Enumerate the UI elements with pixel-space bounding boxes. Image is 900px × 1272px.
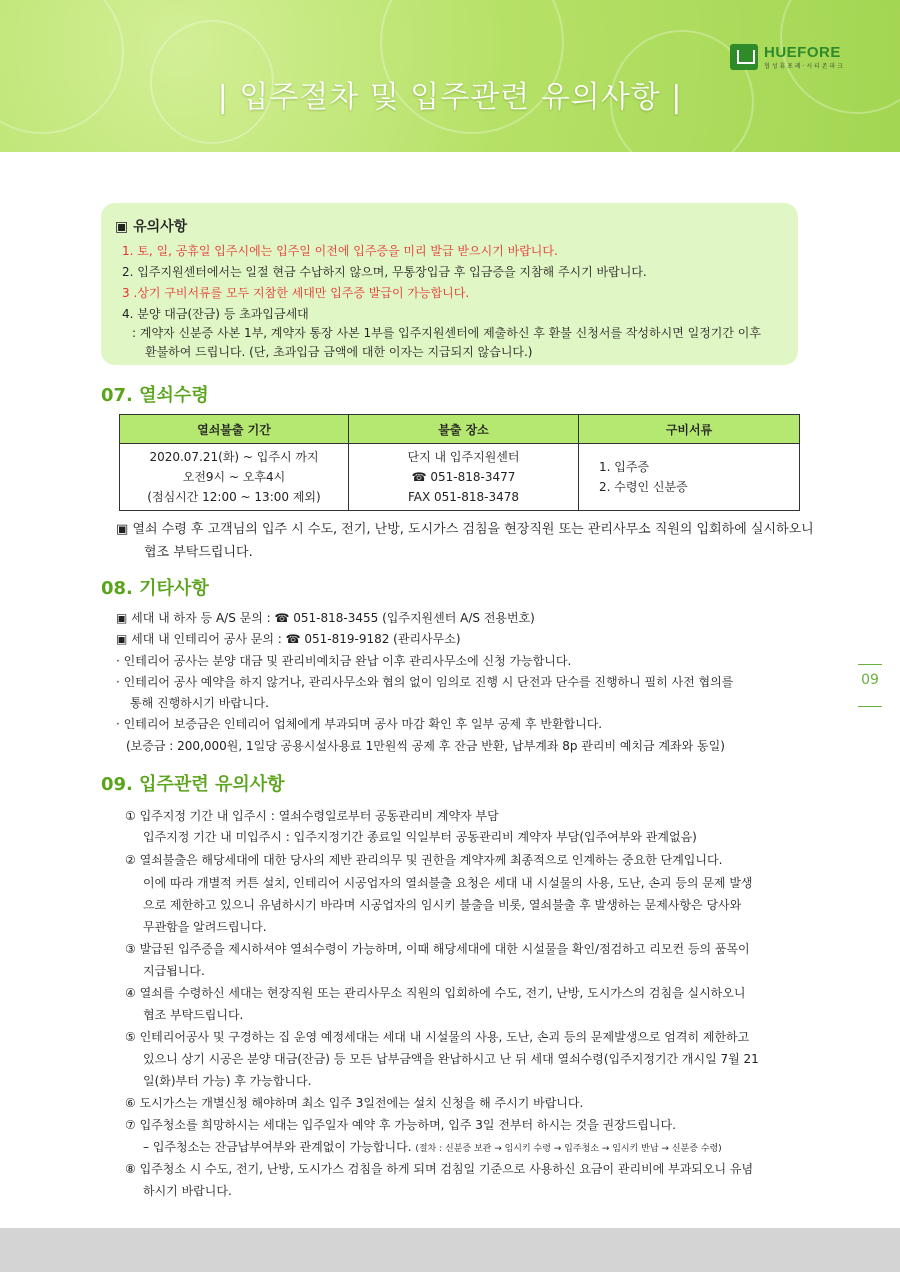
caution-line: 이에 따라 개별적 커튼 설치, 인테리어 시공업자의 열쇠불출 요청은 세대 내 시설물의 사용, 도난, 손괴 등의 문제 발생 (143, 876, 753, 890)
caution-line: 으로 제한하고 있으니 유념하시기 바라며 시공업자의 임시키 불출을 비롯, 열쇠불출 후 발생하는 문제사항은 당사와 (143, 898, 742, 912)
caution-line: 하시기 바랍니다. (143, 1184, 232, 1198)
page-title: | 입주절차 및 입주관련 유의사항 | (217, 80, 683, 115)
notice-line: : 계약자 신분증 사본 1부, 계약자 통장 사본 1부를 입주지원센터에 제출하신 후 환불 신청서를 작성하시면 일정기간 이후 (132, 326, 761, 340)
period-line: 2020.07.21(화) ~ 입주시 까지 (149, 450, 319, 464)
period-line: 오전9시 ~ 오후4시 (182, 470, 286, 484)
caution-line: ① 입주지정 기간 내 입주시 : 열쇠수령일로부터 공동관리비 계약자 부담 (125, 809, 499, 823)
key-note-line: 협조 부탁드립니다. (144, 545, 253, 560)
caution-line: 입주지정 기간 내 미입주시 : 입주지정기간 종료일 익일부터 공동관리비 계약자 부담(입주여부와 관계없음) (143, 830, 697, 844)
logo-subtext: 협 성 휴 포 레 · 시 티 존 파 크 (764, 63, 843, 70)
doc-line: 1. 입주증 (599, 460, 650, 474)
etc-line: 통해 진행하시기 바랍니다. (130, 696, 269, 710)
caution-line: 있으니 상기 시공은 분양 대금(잔금) 등 모든 납부금액을 완납하시고 난 뒤 세대 열쇠수령(입주지정기간 개시일 7월 21 (143, 1052, 759, 1066)
logo-text: HUEFORE (764, 44, 841, 61)
caution-line: ③ 발급된 입주증을 제시하셔야 열쇠수령이 가능하며, 이때 해당세대에 대한 시설물을 확인/점검하고 리모컨 등의 품목이 (125, 942, 750, 956)
caution-text: – 입주청소는 잔금납부여부와 관계없이 가능합니다. (143, 1140, 412, 1154)
table-cell-place (349, 444, 579, 511)
caution-line: ⑧ 입주청소 시 수도, 전기, 난방, 도시가스 검침을 하게 되며 검침일 기준으로 사용하신 요금이 관리비에 부과되오니 유념 (125, 1162, 754, 1176)
cleaning-procedure: (절차 : 신분증 보관 → 임시키 수령 → 입주청소 → 임시키 반납 → 신분증 수령) (415, 1144, 722, 1154)
caution-line: 무관함을 알려드립니다. (143, 920, 267, 934)
caution-line: 협조 부탁드립니다. (143, 1008, 244, 1022)
notice-line: 4. 분양 대금(잔금) 등 초과입금세대 (122, 307, 309, 321)
table-cell-docs (579, 444, 800, 511)
etc-line: ▣ 세대 내 인테리어 공사 문의 : ☎ 051-819-9182 (관리사무소) (116, 632, 461, 646)
huefore-logo (730, 44, 854, 74)
table-header: 불출 장소 (349, 415, 579, 444)
footer-band (0, 1228, 900, 1272)
caution-line: 지급됩니다. (143, 964, 205, 978)
place-fax: FAX 051-818-3478 (407, 490, 520, 504)
table-cell-period (120, 444, 349, 511)
section-07-title: 07. 열쇠수령 (101, 385, 209, 406)
caution-line: ⑥ 도시가스는 개별신청 해야하며 최소 입주 3일전에는 설치 신청을 해 주시기 바랍니다. (125, 1096, 584, 1110)
place-line: 단지 내 입주지원센터 (407, 450, 520, 464)
etc-line: (보증금 : 200,000원, 1일당 공용시설사용료 1만원씩 공제 후 잔금 반환, 납부계좌 8p 관리비 예치금 계좌와 동일) (126, 739, 725, 753)
key-note-line: ▣ 열쇠 수령 후 고객님의 입주 시 수도, 전기, 난방, 도시가스 검침을 현장직원 또는 관리사무소 직원의 입회하에 실시하오니 (116, 522, 814, 537)
period-line: (점심시간 12:00 ~ 13:00 제외) (147, 490, 321, 504)
logo-mark-icon (730, 44, 758, 70)
notice-line: 환불하여 드립니다. (단, 초과입금 금액에 대한 이자는 지급되지 않습니다.) (145, 345, 533, 359)
table-header: 열쇠불출 기간 (120, 415, 349, 444)
notice-line: 1. 토, 일, 공휴일 입주시에는 입주일 이전에 입주증을 미리 발급 받으시기 바랍니다. (122, 244, 558, 258)
caution-line: ⑦ 입주청소를 희망하시는 세대는 입주일자 예약 후 가능하며, 입주 3일 전부터 하시는 것을 권장드립니다. (125, 1118, 676, 1132)
header-banner (0, 0, 900, 152)
doc-line: 2. 수령인 신분증 (599, 480, 688, 494)
caution-line: ④ 열쇠를 수령하신 세대는 현장직원 또는 관리사무소 직원의 입회하에 수도, 전기, 난방, 도시가스의 검침을 실시하오니 (125, 986, 746, 1000)
table-header: 구비서류 (579, 415, 800, 444)
section-08-title: 08. 기타사항 (101, 578, 209, 599)
notice-box (101, 203, 798, 365)
caution-line: ② 열쇠불출은 해당세대에 대한 당사의 제반 관리의무 및 권한을 계약자께 최종적으로 인계하는 중요한 단계입니다. (125, 853, 723, 867)
notice-line: 2. 입주지원센터에서는 일절 현금 수납하지 않으며, 무통장입금 후 입금증을 지참해 주시기 바랍니다. (122, 265, 647, 279)
etc-line: · 인테리어 공사는 분양 대금 및 관리비예치금 완납 이후 관리사무소에 신청 가능합니다. (116, 654, 572, 668)
caution-line: 일(화)부터 가능) 후 가능합니다. (143, 1074, 312, 1088)
etc-line: · 인테리어 보증금은 인테리어 업체에게 부과되며 공사 마감 확인 후 일부 공제 후 반환합니다. (116, 717, 603, 731)
notice-heading: ▣ 유의사항 (115, 219, 188, 235)
caution-line (143, 1138, 722, 1155)
section-09-title: 09. 입주관련 유의사항 (101, 774, 285, 795)
key-pickup-table (119, 414, 800, 511)
place-phone: ☎ 051-818-3477 (411, 470, 516, 484)
caution-line: ⑤ 인테리어공사 및 구경하는 집 운영 예정세대는 세대 내 시설물의 사용, 도난, 손괴 등의 문제발생으로 엄격히 제한하고 (125, 1030, 750, 1044)
etc-line: · 인테리어 공사 예약을 하지 않거나, 관리사무소와 협의 없이 임의로 진행 시 단전과 단수를 진행하니 필히 사전 협의를 (116, 675, 734, 689)
etc-line: ▣ 세대 내 하자 등 A/S 문의 : ☎ 051-818-3455 (입주지원센터 A/S 전용번호) (116, 611, 535, 625)
notice-line: 3 .상기 구비서류를 모두 지참한 세대만 입주증 발급이 가능합니다. (122, 286, 470, 300)
page-number: 09 (858, 672, 882, 688)
